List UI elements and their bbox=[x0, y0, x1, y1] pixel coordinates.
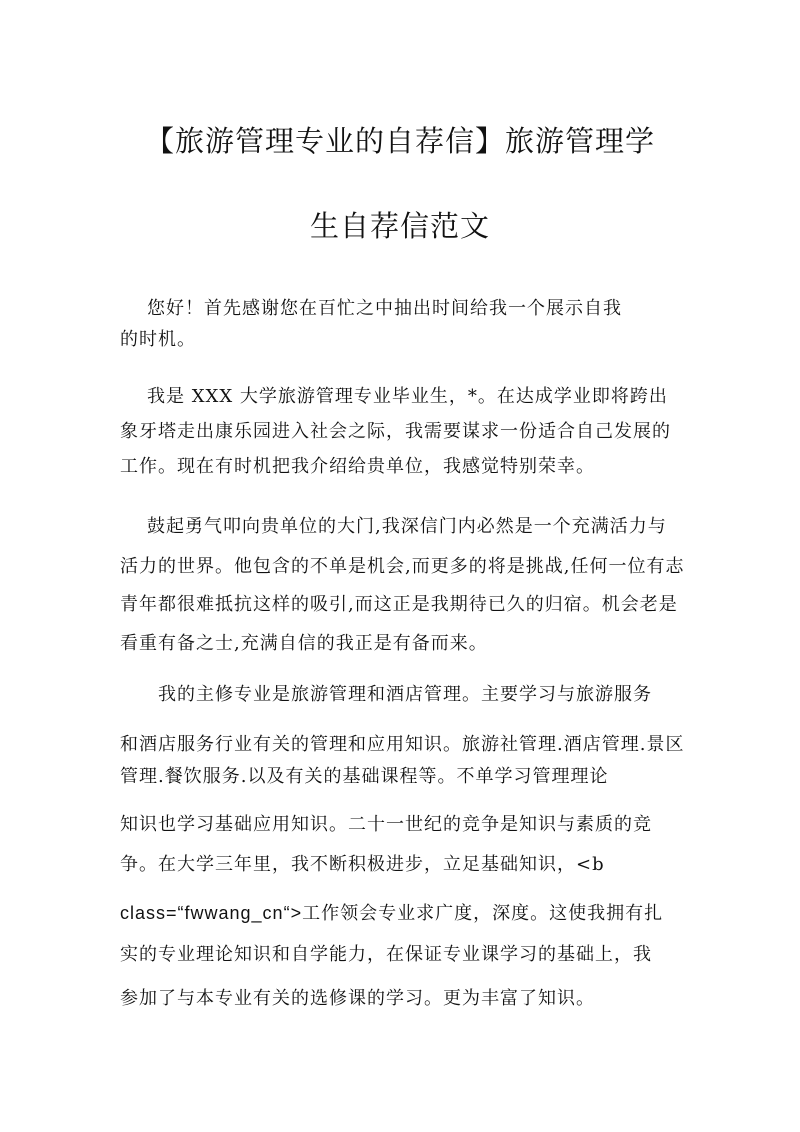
paragraph-line: 象牙塔走出康乐园进入社会之际，我需要谋求一份适合自己发展的 bbox=[120, 421, 671, 442]
paragraph-line: 您好！首先感谢您在百忙之中抽出时间给我一个展示自我 bbox=[147, 298, 622, 319]
paragraph-line: 争。在大学三年里，我不断积极进步，立足基础知识，<b bbox=[120, 854, 605, 875]
paragraph-line: 和酒店服务行业有关的管理和应用知识。旅游社管理.酒店管理.景区 bbox=[120, 734, 685, 755]
paragraph-line: 活力的世界。他包含的不单是机会,而更多的将是挑战,任何一位有志 bbox=[120, 556, 685, 577]
paragraph-line: 工作。现在有时机把我介绍给贵单位，我感觉特别荣幸。 bbox=[120, 456, 595, 477]
paragraph-line: 我的主修专业是旅游管理和酒店管理。主要学习与旅游服务 bbox=[158, 684, 652, 705]
document-title-line-1: 【旅游管理专业的自荐信】旅游管理学 bbox=[144, 124, 655, 158]
paragraph-line: 实的专业理论知识和自学能力，在保证专业课学习的基础上，我 bbox=[120, 944, 652, 965]
paragraph-line: 的时机。 bbox=[120, 329, 196, 350]
paragraph-line: 管理.餐饮服务.以及有关的基础课程等。不单学习管理理论 bbox=[120, 766, 609, 787]
paragraph-line: 青年都很难抵抗这样的吸引,而这正是我期待已久的归宿。机会老是 bbox=[120, 594, 678, 615]
paragraph-line: 看重有备之士,充满自信的我正是有备而来。 bbox=[120, 633, 488, 654]
paragraph-line: 鼓起勇气叩向贵单位的大门,我深信门内必然是一个充满活力与 bbox=[147, 516, 667, 537]
paragraph-line: class=“fwwang_cn“>工作领会专业求广度，深度。这使我拥有扎 bbox=[120, 903, 664, 923]
document-title-line-2: 生自荐信范文 bbox=[309, 209, 490, 243]
paragraph-line: 知识也学习基础应用知识。二十一世纪的竞争是知识与素质的竞 bbox=[120, 814, 652, 835]
paragraph-line: 参加了与本专业有关的选修课的学习。更为丰富了知识。 bbox=[120, 988, 595, 1009]
paragraph-line: 我是 XXX 大学旅游管理专业毕业生，*。在达成学业即将跨出 bbox=[147, 386, 668, 407]
